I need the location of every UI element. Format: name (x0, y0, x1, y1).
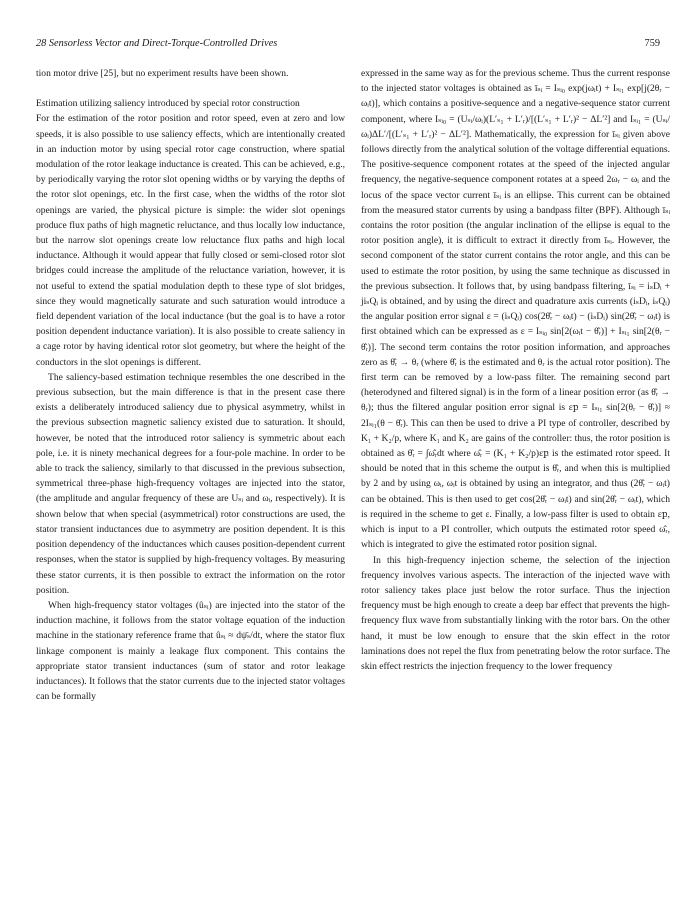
running-header: 28 Sensorless Vector and Direct-Torque-Controlled Drives (36, 38, 278, 49)
page-header (36, 38, 660, 52)
paragraph: For the estimation of the rotor position and rotor speed, even at zero and low speeds, it is also possible to use saliency effects, which are intentionally created in an induction motor by using special rotor cage construction, where spatial modulation of the rotor leakage inductance is created. This can be achieved, e.g., by periodically varying the rotor slot opening widths or by varying the depths of the rotor slot openings, etc. In the first case, when the widths of the rotor slot openings are varied, the physical picture is simple: the wider slot openings produce flux paths of high magnetic reluctance, and thus locally low inductance, but the narrow slot openings create low reluctance flux paths and high local inductance. Although it would appear that fully closed or semi-closed rotor slot bridges could increase the amplitude of the reluctance variation, however, it is not useful to extend the spatial modulation depth to these type of slot bridges, since they would magnetically saturate and such saturation would introduce a field dependent variation of the local inductance (but the goal is to have a rotor position dependent inductance variation). It is also possible to create saliency in a cage rotor by having identical rotor slot geometry, but where the height of the conductors in the slot openings is different. (36, 113, 345, 368)
paragraph-continuation: tion motor drive [25], but no experiment results have been shown. (36, 68, 289, 79)
page-number: 759 (644, 38, 660, 49)
paragraph: expressed in the same way as for the previous scheme. Thus the current response to the injected stator voltages is obtained as īₛᵢ = Iₛᵢ₀ exp(jωᵢt) + Iₛᵢ₁ exp[j(2θᵣ − ωᵢt)], which contains a positive-sequence and a negative-sequence stator current component, where Iₛᵢ₀ = (Uₛᵢ/ωᵢ)(L′ₛ₁ + L′ᵣ)/[(L′ₛ₁ + L′ᵣ)² − ΔL′²] and Iₛᵢ₁ = (Uₛᵢ/ωᵢ)ΔL′/[(L′ₛ₁ + L′ᵣ)² − ΔL′²]. Mathematically, the expression for īₛᵢ given above follows directly from the analytical solution of the voltage differential equations. The positive-sequence component rotates at the speed of the injected angular frequency, the negative-sequence component rotates at a speed 2ωᵣ − ωᵢ and the locus of the space vector current īₛᵢ is an ellipse. This current can be obtained from the measured stator currents by using a bandpass filter (BPF). Although īₛᵢ contains the rotor position (the angular inclination of the ellipse is equal to the rotor position angle), it is difficult to extract it directly from īₛᵢ. However, the second component of the stator current contains the rotor angle, and this can be used to estimate the rotor position, by using the same technique as discussed in the previous subsection. It follows that, by using bandpass filtering, īₛᵢ = iₛDᵢ + jiₛQᵢ is obtained, and by using the direct and quadrature axis currents (iₛDᵢ, iₛQᵢ) the angular position error signal ε = (iₛQᵢ) cos(2θ̂ᵣ − ωᵢt) − (iₛDᵢ) sin(2θ̂ᵣ − ωᵢt) is first obtained which can be expressed as ε = Iₛᵢ₀ sin[2(ωᵢt − θ̂ᵣ)] + Iₛᵢ₁ sin[2(θᵣ − θ̂ᵣ)]. The second term contains the rotor position information, and approaches zero as θ̂ᵣ → θᵣ (where θ̂ᵣ is the estimated and θᵣ is the actual rotor position). The first term can be removed by a low-pass filter. The remaining second part (heterodyned and filtered signal) is in the form of a linear position error (as θ̂ᵣ → θᵣ); thus the filtered angular position error signal is εբ = Iₛᵢ₁ sin[2(θᵣ − θ̂ᵣ)] ≈ 2Iₛᵢ₁(θ − θ̂ᵣ). This can then be used to drive a PI type of controller, described by K₁ + K₂/p, where K₁ and K₂ are gains of the controller: thus, the rotor position is obtained as θ̂ᵣ = ∫ω̂ᵣdt where ω̂ᵣ = (K₁ + K₂/p)εբ is the estimated rotor speed. It should be noted that in this scheme the output is θ̂ᵣ, and when this is multiplied by 2 and by using ωᵢ, ωᵢt is obtained by using an integrator, and thus (2θ̂ᵣ − ωᵢt) can be obtained. This is then used to get cos(2θ̂ᵣ − ωᵢt) and sin(2θ̂ᵣ − ωᵢt), which is required in the scheme to get ε. Finally, a low-pass filter is used to obtain εբ, which is input to a PI controller, which outputs the estimated rotor speed ω̂ᵣ, which is integrated to give the estimated rotor position signal. (361, 68, 670, 551)
paragraph: In this high-frequency injection scheme, the selection of the injection frequency involves various aspects. The interaction of the injected wave with rotor saliency takes place just below the rotor surface. Thus the injection frequency must be high enough to create a deep bar effect that prevents the high-frequency flux wave from substantially linking with the rotor bars. On the other hand, it must be low enough to ensure that the skin effect in the rotor laminations does not repel the flux from penetrating below the rotor surface. The skin effect restricts the injection frequency to the lower frequency (361, 554, 670, 672)
paragraph: When high-frequency stator voltages (ûₛᵢ) are injected into the stator of the induction machine, it follows from the stator voltage equation of the induction machine in the stationary reference frame that ûₛᵢ ≈ dψ̄ₛ/dt, where the stator flux linkage component is mainly a leakage flux component. This contains the appropriate stator transient inductances (sum of stator and rotor leakage inductances). It follows that the stator currents due to the injected stator voltages can be formally (36, 599, 345, 703)
left-column (36, 66, 345, 704)
right-column (361, 66, 670, 674)
section-heading: Estimation utilizing saliency introduced by special rotor construction (36, 98, 300, 110)
paragraph-gap (36, 81, 345, 96)
paragraph: The saliency-based estimation technique resembles the one described in the previous subsection, but the main difference is that in the present case there exists a deliberately introduced saliency due to physical asymmetry, whilst in the previous subsection magnetic saliency existed due to saturation. It should, however, be noted that the introduced rotor saliency is symmetric about each pole, i.e. it is ninety mechanical degrees for a four-pole machine. In order to be able to track the saliency, similarly to that discussed in the previous subsection, symmetrical three-phase high-frequency voltages are injected into the stator, (the amplitude and angular frequency of these are Uₛᵢ and ωᵢ, respectively). It is shown below that when special (asymmetrical) rotor constructions are used, the stator transient inductances due to asymmetry are position dependent. It is this position dependency of the inductances which causes position-dependent current responses, when the stator is supplied by high-frequency voltages. By measuring these stator currents, it is then possible to extract the information on the rotor position. (36, 371, 345, 596)
